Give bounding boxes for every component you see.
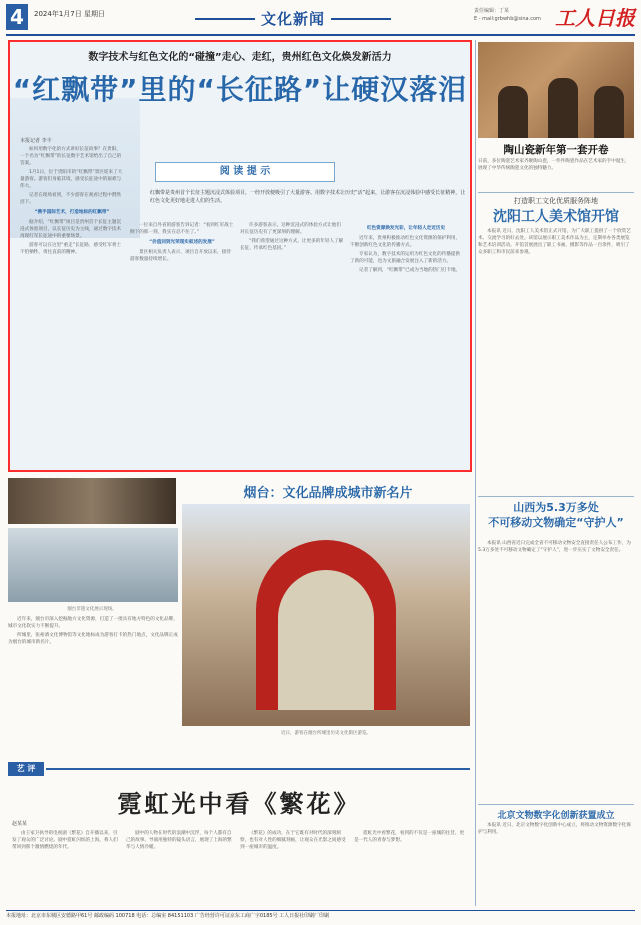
art-column-4 [354, 830, 466, 904]
shanxi-headline[interactable]: 山西为5.3万多处 不可移动文物确定“守护人” [488, 501, 624, 529]
art-paragraph: 剧中的人物在时代的浪潮中沉浮，每个人都有自己的故事。导演用独特的镜头语言，展现了上海的繁华与人情冷暖。 [126, 831, 232, 850]
lead-subhead: 红色资源焕发光彩，让年轻人走近历史 [366, 226, 446, 231]
lead-column-3 [240, 222, 344, 466]
lead-byline: 本报记者 李丰 [20, 138, 52, 144]
yantai-headline[interactable]: 烟台：文化品牌成城市新名片 [243, 486, 413, 501]
art-column-3 [240, 830, 348, 904]
art-column-1 [12, 830, 120, 904]
newspaper-logo: 工人日报 [555, 6, 635, 30]
yantai-paragraph: 近年来，烟台市深入挖掘地方文化资源，打造了一批具有地方特色的文化品牌，城市文化软实力不断提升。 [8, 617, 178, 629]
beijing-headline[interactable]: 北京文物数字化创新获置成立 [497, 811, 615, 821]
art-paragraph: 由王家卫执导的电视剧《繁花》自开播以来，引发了观众的广泛讨论。剧中霓虹闪烁的上海，将人们带回到那个激情燃烧的年代。 [12, 831, 118, 850]
pottery-photo-title[interactable]: 陶山瓷新年第一套开卷 [503, 144, 609, 156]
museum-body [478, 228, 634, 494]
yantai-gate-photo[interactable] [182, 504, 470, 726]
gate-opening [278, 570, 374, 710]
yantai-main-caption: 近日，游客在烟台所城里历史文化街区游览。 [281, 731, 371, 736]
footer: 本报地址：北京市东城区安德路甲61号 邮政编码 100718 电话：总编室 84151103 广告经营许可证京东工商广字0185号 工人日报社印刷厂印刷 [6, 910, 635, 922]
date-line: 2024年1月7日 星期日 [34, 10, 105, 18]
lead-paragraph: 据介绍，“红飘带”项目是贵州首个长征主题沉浸式体验项目，以长征历史为主线，通过数字技术再现红军长征途中的重要场景。 [20, 220, 122, 239]
art-paragraph: 《繁花》的成功，在于它既有对时代的深刻洞察，也有对人性的细腻刻画，让观众在光影之间感受到一座城市的温度。 [240, 831, 346, 850]
yantai-paragraph: 所城里、张裕酒文化博物馆等文化地标成为游客打卡的热门地点，文化品牌正成为烟台的城市新名片。 [8, 633, 178, 645]
art-paragraph: 霓虹光中看繁花，看到的不仅是一座城的往昔，更是一代人的青春与梦想。 [354, 831, 465, 843]
shanxi-body [478, 540, 634, 802]
lead-kicker: 数字技术与红色文化的“碰撞”走心、走红，贵州红色文化焕发新活力 [88, 52, 392, 63]
story-divider [478, 804, 634, 805]
art-section-rule [46, 768, 470, 770]
lead-paragraph: 一位来自外省的游客告诉记者：“看到红军战士倒下的那一刻，我实在忍不住了。” [130, 223, 234, 235]
person-figure [548, 78, 578, 138]
lead-paragraph: 游客可以在这里“重走”长征路，感受红军将士不怕牺牲、勇往直前的精神。 [20, 243, 122, 255]
pottery-photo-caption: 日前，多位陶瓷艺术家齐聚陶山瓷，一件件陶瓷作品在艺术家的手中诞生，展现了中华传统陶瓷文化的独特魅力。 [478, 159, 630, 171]
lead-story[interactable] [8, 40, 472, 472]
yantai-photo-strip[interactable] [8, 478, 176, 524]
art-byline: 赵某某 [12, 821, 28, 827]
pottery-photo[interactable] [478, 42, 634, 138]
column-divider [475, 40, 476, 906]
museum-headline[interactable]: 沈阳工人美术馆开馆 [493, 209, 619, 225]
person-figure [594, 86, 624, 138]
lead-paragraph: 专家认为，数字技术的运用为红色文化的传播提供了新的可能，也为文旅融合发展注入了新的活力。 [350, 252, 461, 264]
lead-subhead: “价值回到光荣现实叙述的发展” [149, 240, 215, 245]
story-divider [478, 496, 634, 497]
section-title: 文化新闻 [261, 10, 326, 28]
beijing-paragraph: 本报讯 近日，北京文物数字化创新中心成立，将推动文物资源数字化保护与利用。 [478, 823, 631, 835]
shanxi-paragraph: 本报讯 山西省近日完成全省不可移动文物安全直接责任人公布工作，为5.3万多处不可移动文物确定了“守护人”，进一步压实了文物安全责任。 [478, 541, 631, 553]
lead-paragraph: “我们希望通过这种方式，让更多的年轻人了解长征、传承红色基因。” [240, 239, 344, 251]
story-divider [478, 192, 634, 193]
lead-paragraph: 记者在现场看到，不少游客在观看过程中潸然泪下。 [20, 193, 121, 205]
lead-paragraph: 景区相关负责人表示，项目自开放以来，接待游客数量持续增长。 [130, 250, 231, 262]
lead-column-1 [20, 146, 124, 466]
reader-tip-label: 阅 读 提 示 [155, 162, 335, 182]
art-section-tag: 艺 评 [8, 762, 44, 776]
museum-paragraph: 本报讯 近日，沈阳工人美术馆正式开馆，为广大职工提供了一个欣赏艺术、交流学习的好去处。该馆以展示职工美术作品为主，定期举办各类展览和艺术培训活动。开馆首展展出了职工书画、摄影等作品一百余件，吸引了众多职工和市民前来参观。 [478, 229, 631, 255]
lead-paragraph: 1月1日，位于贵阳市的“红飘带”景区迎来了大量游客。游客们身临其境，感受长征途中的艰难与伟大。 [20, 170, 123, 189]
yantai-photo-left[interactable] [8, 528, 178, 602]
lead-column-2 [130, 222, 234, 466]
lead-paragraph: 记者了解到，“红飘带”已成为当地的热门打卡地。 [359, 268, 461, 273]
masthead-rule [6, 34, 635, 36]
lead-column-4 [350, 222, 462, 466]
museum-subtitle: 打造职工文化优质服务阵地 [514, 197, 598, 205]
lead-paragraph: 许多游客表示，这种沉浸式的体验方式让他们对长征历史有了更深刻的理解。 [240, 223, 341, 235]
lead-paragraph: 如何用数字化的方式讲好长征故事？在贵阳，一个名为“红飘带”的长征数字艺术馆给出了自己的答案。 [20, 147, 122, 166]
yantai-left-caption: 烟台非遗文化展示现场。 [67, 607, 117, 612]
beijing-body [478, 822, 634, 906]
editor-info: 责任编辑：丁某 E - mail:grbwhb@sina.com [474, 8, 541, 22]
lead-paragraph: 近年来，贵州积极推动红色文化资源的保护利用，不断创新红色文化的传播方式。 [350, 236, 461, 248]
person-figure [498, 86, 528, 138]
lead-summary: 红飘带是贵州首个长征主题沉浸式体验项目，一经开放便吸引了大量游客。用数字技术让历史“活”起来，让游客在沉浸体验中感受长征精神，让红色文化更好地走进人们的生活。 [150, 190, 466, 204]
art-headline[interactable]: 霓虹光中看《繁花》 [117, 789, 361, 818]
masthead [6, 4, 635, 38]
lead-headline[interactable]: “红飘带”里的“长征路”让硬汉落泪 [12, 73, 468, 106]
lead-subhead: “携手国际艺术，打造地标的红飘带” [34, 210, 110, 215]
page-number: 4 [6, 4, 28, 30]
yantai-body [8, 616, 178, 754]
art-column-2 [126, 830, 234, 904]
